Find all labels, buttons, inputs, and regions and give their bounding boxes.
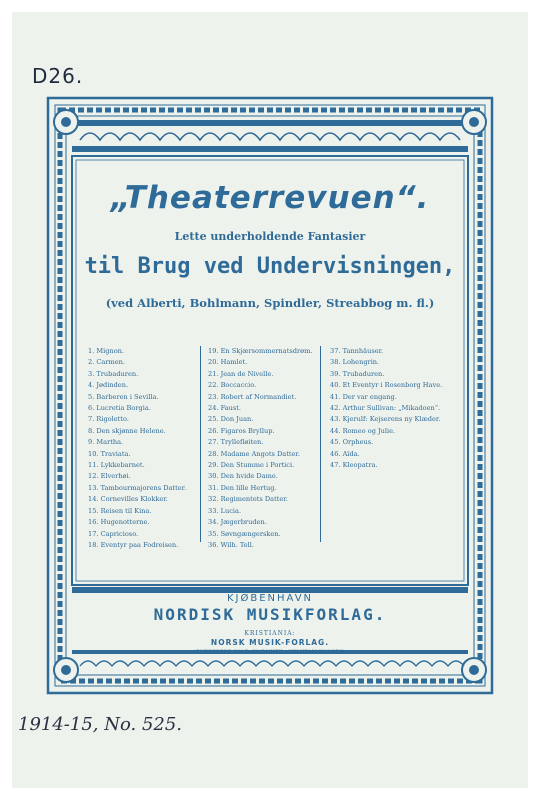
list-item: 13. Tambourmajorens Datter.	[88, 483, 187, 492]
list-item: 3. Trubaduren.	[88, 369, 139, 378]
list-item: 22. Boccaccio.	[208, 381, 257, 390]
title-list-column-1	[88, 346, 186, 551]
list-item: 18. Eventyr paa Fodreisen.	[88, 540, 179, 549]
title-list-column-3	[330, 346, 442, 471]
list-item: 16. Hugenotterne.	[88, 518, 150, 527]
subtitle-arrangers: (ved Alberti, Bohlmann, Spindler, Streabbog m. fl.)	[105, 296, 435, 310]
publisher-name: NORDISK MUSIKFORLAG.	[153, 605, 387, 624]
subtitle-purpose: til Brug ved Undervisningen,	[84, 254, 456, 279]
list-item: 20. Hamlet.	[208, 358, 248, 367]
list-item: 30. Den hvide Dame.	[208, 472, 278, 481]
list-item: 15. Reisen til Kina.	[88, 506, 152, 515]
title-list-column-2	[208, 346, 312, 551]
list-item: 21. Jean de Nivelle.	[208, 369, 274, 378]
list-item: 40. Et Eventyr i Rosenborg Have.	[330, 381, 443, 390]
co-publisher-name: NORSK MUSIK-FORLAG.	[210, 638, 330, 647]
list-item: 24. Faust.	[208, 404, 242, 413]
list-item: 33. Lucia.	[208, 506, 242, 515]
list-item: 32. Regimentets Datter.	[208, 495, 288, 504]
list-item: 7. Rigoletto.	[88, 415, 129, 424]
list-item: 4. Jødinden.	[88, 381, 129, 390]
list-item: 12. Elverhøi.	[88, 472, 131, 481]
list-item: 19. En Skjærsommernatsdrøm.	[208, 347, 313, 355]
list-item: 41. Der var engang.	[330, 392, 397, 401]
column-divider	[320, 346, 321, 542]
list-item: 43. Kjerulf: Kejserens ny Klæder.	[330, 415, 441, 424]
list-item: 42. Arthur Sullivan: „Mikadoen“.	[330, 404, 441, 413]
list-item: 28. Madame Angots Datter.	[208, 449, 300, 458]
list-item: 1. Mignon.	[88, 347, 125, 355]
list-item: 5. Barberen i Sevilla.	[88, 392, 159, 401]
list-item: 31. Den lille Hertug.	[208, 483, 277, 492]
list-item: 14. Cornevilles Klokker.	[88, 495, 168, 504]
list-item: 10. Traviata.	[88, 449, 131, 458]
publisher-city: KJØBENHAVN	[226, 593, 314, 604]
list-item: 6. Lucretia Borgia.	[88, 404, 151, 413]
list-item: 9. Martha.	[88, 438, 124, 447]
list-item: 38. Lohengrin.	[330, 358, 380, 367]
column-divider	[200, 346, 201, 542]
list-item: 45. Orpheus.	[330, 438, 374, 447]
co-publisher-city: KRISTIANIA:	[244, 630, 296, 637]
subtitle-series: Lette underholdende Fantasier	[174, 230, 366, 243]
list-item: 35. Søvngængersken.	[208, 529, 281, 538]
list-item: 11. Lykkebarnet.	[88, 461, 145, 470]
page-title: „Theaterrevuen“.	[110, 180, 430, 216]
list-item: 47. Kleopatra.	[330, 461, 378, 470]
list-item: 27. Tryllefløiten.	[208, 438, 264, 447]
list-item: 17. Capricioso.	[88, 529, 139, 538]
handwritten-note: 1914-15, No. 525.	[18, 714, 183, 735]
list-item: 8. Den skjønne Helene.	[88, 426, 166, 435]
list-item: 34. Jægerbruden.	[208, 518, 267, 527]
list-item: 25. Don Juan.	[208, 415, 254, 424]
list-item: 46. Aïda.	[330, 449, 360, 458]
list-item: 44. Romeo og Julie.	[330, 426, 396, 435]
list-item: 36. Wilh. Tell.	[208, 540, 255, 549]
sales-agents: ENEREKERE SALE: WARMUTH · WILHELM HANSEN	[196, 650, 344, 655]
list-item: 39. Trubaduren.	[330, 369, 385, 378]
list-item: 37. Tannhäuser.	[330, 347, 384, 355]
list-item: 23. Robert af Normandiet.	[208, 392, 297, 401]
list-item: 29. Den Stumme i Portici.	[208, 461, 295, 470]
list-item: 2. Carmen.	[88, 358, 126, 367]
shelfmark-stamp: D26.	[32, 64, 84, 88]
list-item: 26. Figaros Bryllup.	[208, 426, 275, 435]
